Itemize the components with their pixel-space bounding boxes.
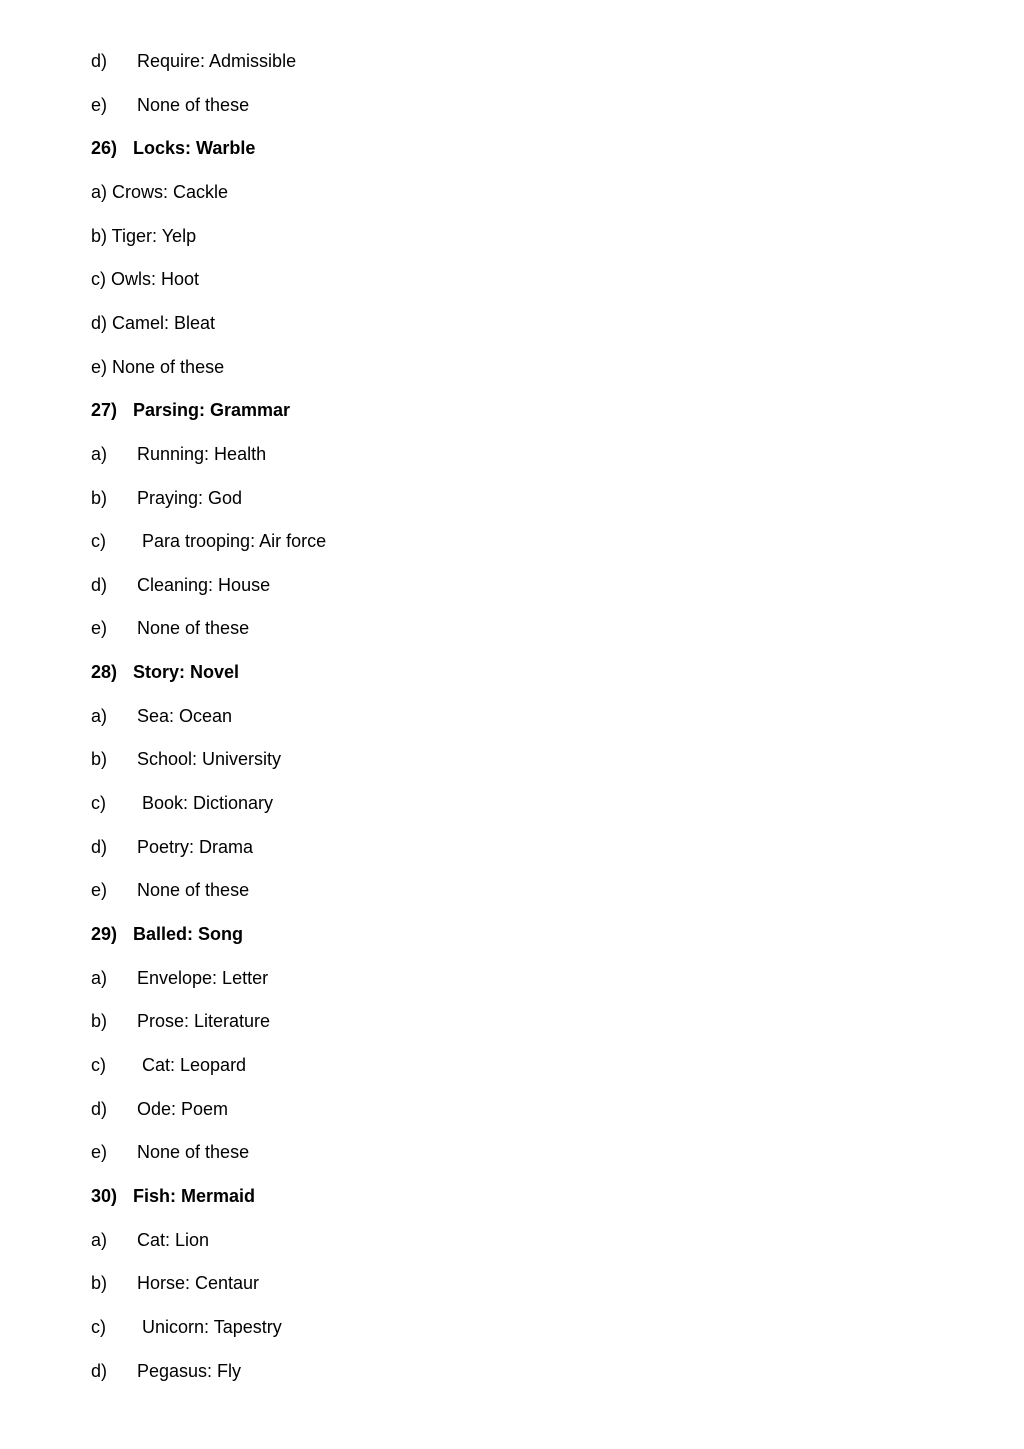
- option-label: e): [91, 880, 108, 900]
- option-label: b): [91, 488, 108, 508]
- answer-option: [91, 835, 253, 859]
- question-text: Locks: Warble: [133, 138, 256, 158]
- option-text: Book: Dictionary: [142, 793, 274, 813]
- answer-option: [91, 267, 199, 291]
- option-text: None of these: [137, 95, 250, 115]
- question-heading: [91, 398, 290, 422]
- option-text: Envelope: Letter: [137, 968, 269, 988]
- answer-option: [91, 1140, 249, 1164]
- answer-option: [91, 1271, 259, 1295]
- question-number: 29): [91, 924, 118, 944]
- option-label: b): [91, 749, 108, 769]
- option-text: Cat: Leopard: [142, 1055, 247, 1075]
- option-label: d): [91, 51, 108, 71]
- option-label: b): [91, 1273, 108, 1293]
- option-text: None of these: [137, 1142, 250, 1162]
- option-text: c) Owls: Hoot: [91, 269, 200, 289]
- question-text: Fish: Mermaid: [133, 1186, 256, 1206]
- option-text: Cat: Lion: [137, 1230, 210, 1250]
- answer-option: [91, 1009, 270, 1033]
- answer-option: [91, 442, 266, 466]
- answer-option: [91, 1053, 246, 1077]
- answer-option: [91, 224, 196, 248]
- answer-option: [91, 311, 215, 335]
- option-text: Poetry: Drama: [137, 837, 254, 857]
- question-number: 28): [91, 662, 118, 682]
- option-label: d): [91, 1361, 108, 1381]
- answer-option: [91, 878, 249, 902]
- option-label: c): [91, 1317, 106, 1337]
- option-label: d): [91, 1099, 108, 1119]
- option-text: e) None of these: [91, 357, 225, 377]
- answer-option: [91, 529, 326, 553]
- question-heading: [91, 660, 239, 684]
- option-text: Running: Health: [137, 444, 267, 464]
- answer-option: [91, 49, 296, 73]
- option-text: Unicorn: Tapestry: [142, 1317, 282, 1337]
- option-label: a): [91, 1230, 108, 1250]
- answer-option: [91, 1359, 241, 1383]
- question-text: Balled: Song: [133, 924, 244, 944]
- option-label: a): [91, 706, 108, 726]
- question-text: Parsing: Grammar: [133, 400, 291, 420]
- option-text: a) Crows: Cackle: [91, 182, 229, 202]
- option-label: e): [91, 618, 108, 638]
- answer-option: [91, 573, 270, 597]
- answer-option: [91, 966, 268, 990]
- option-text: School: University: [137, 749, 282, 769]
- option-text: Horse: Centaur: [137, 1273, 260, 1293]
- option-text: d) Camel: Bleat: [91, 313, 216, 333]
- option-text: Ode: Poem: [137, 1099, 229, 1119]
- option-label: a): [91, 968, 108, 988]
- question-number: 27): [91, 400, 118, 420]
- option-label: c): [91, 531, 106, 551]
- option-label: e): [91, 1142, 108, 1162]
- option-text: Sea: Ocean: [137, 706, 233, 726]
- answer-option: [91, 93, 249, 117]
- answer-option: [91, 1228, 209, 1252]
- option-text: Para trooping: Air force: [142, 531, 327, 551]
- question-text: Story: Novel: [133, 662, 240, 682]
- question-heading: [91, 1184, 255, 1208]
- option-text: Cleaning: House: [137, 575, 271, 595]
- option-label: d): [91, 575, 108, 595]
- option-label: d): [91, 837, 108, 857]
- option-text: Pegasus: Fly: [137, 1361, 242, 1381]
- option-label: c): [91, 1055, 106, 1075]
- option-label: a): [91, 444, 108, 464]
- answer-option: [91, 180, 228, 204]
- option-text: Praying: God: [137, 488, 243, 508]
- answer-option: [91, 616, 249, 640]
- question-number: 26): [91, 138, 118, 158]
- option-text: b) Tiger: Yelp: [91, 226, 197, 246]
- option-label: b): [91, 1011, 108, 1031]
- answer-option: [91, 747, 281, 771]
- option-text: None of these: [137, 618, 250, 638]
- question-heading: [91, 922, 243, 946]
- answer-option: [91, 1315, 282, 1339]
- option-text: None of these: [137, 880, 250, 900]
- answer-option: [91, 1097, 228, 1121]
- question-number: 30): [91, 1186, 118, 1206]
- answer-option: [91, 704, 232, 728]
- option-text: Require: Admissible: [137, 51, 297, 71]
- answer-option: [91, 486, 242, 510]
- answer-option: [91, 791, 273, 815]
- option-text: Prose: Literature: [137, 1011, 271, 1031]
- option-label: e): [91, 95, 108, 115]
- option-label: c): [91, 793, 106, 813]
- answer-option: [91, 355, 224, 379]
- question-heading: [91, 136, 255, 160]
